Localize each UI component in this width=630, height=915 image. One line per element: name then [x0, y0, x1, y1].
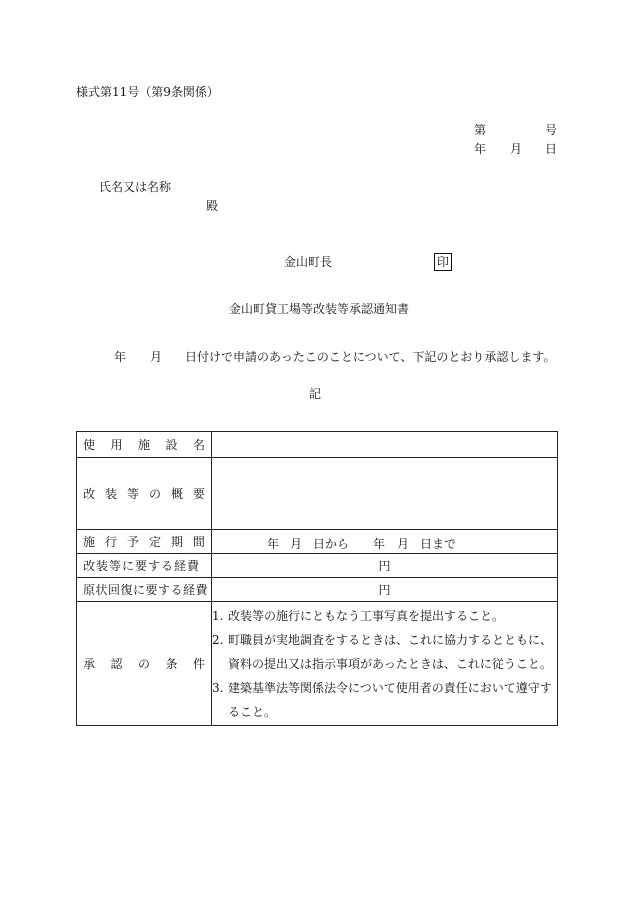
renovation-cost-value: 円 — [212, 554, 558, 578]
renovation-summary-value — [212, 458, 558, 530]
renovation-summary-label: 改 装 等 の 概 要 — [77, 458, 212, 530]
document-title: 金山町貸工場等改装等承認通知書 — [229, 302, 410, 316]
facility-name-label: 使 用 施 設 名 — [77, 432, 212, 458]
renovation-cost-label: 改装等に要する経費 — [77, 554, 212, 578]
ki-heading: 記 — [309, 387, 322, 401]
body-year: 年 — [114, 350, 127, 364]
date-year: 年 — [474, 142, 487, 156]
facility-name-value — [212, 432, 558, 458]
form-number: 様式第11号（第9条関係） — [76, 85, 219, 99]
condition-item: 3. 建築基準法等関係法令について使用者の責任において遵守すること。 — [212, 680, 552, 719]
recipient-honorific: 殿 — [206, 199, 219, 213]
construction-period-value: 年 月 日から 年 月 日まで — [212, 530, 558, 554]
date-month: 月 — [510, 142, 523, 156]
table-row — [77, 458, 558, 530]
approval-table — [76, 431, 558, 726]
doc-number-prefix: 第 — [474, 123, 487, 137]
restoration-cost-value: 円 — [212, 578, 558, 602]
date-day: 日 — [545, 142, 558, 156]
table-row — [77, 602, 558, 726]
table-row — [77, 578, 558, 602]
condition-item: 1. 改装等の施行にともなう工事写真を提出すること。 — [212, 608, 505, 623]
issuer-title: 金山町長 — [284, 255, 333, 269]
restoration-cost-label: 原状回復に要する経費 — [77, 578, 212, 602]
approval-conditions-label: 承 認 の 条 件 — [77, 602, 212, 726]
approval-conditions-value — [212, 602, 558, 726]
table-row — [77, 530, 558, 554]
official-seal: 印 — [434, 253, 452, 271]
table-row — [77, 554, 558, 578]
recipient-label: 氏名又は名称 — [99, 180, 172, 194]
body-month: 月 — [150, 350, 163, 364]
body-text: 日付けで申請のあったこのことについて、下記のとおり承認します。 — [185, 350, 556, 364]
construction-period-label: 施 行 予 定 期 間 — [77, 530, 212, 554]
condition-item: 2. 町職員が実地調査をするときは、これに協力するとともに、資料の提出又は指示事項があったときは、これに従うこと。 — [212, 632, 553, 671]
doc-number-suffix: 号 — [545, 123, 558, 137]
table-row — [77, 432, 558, 458]
